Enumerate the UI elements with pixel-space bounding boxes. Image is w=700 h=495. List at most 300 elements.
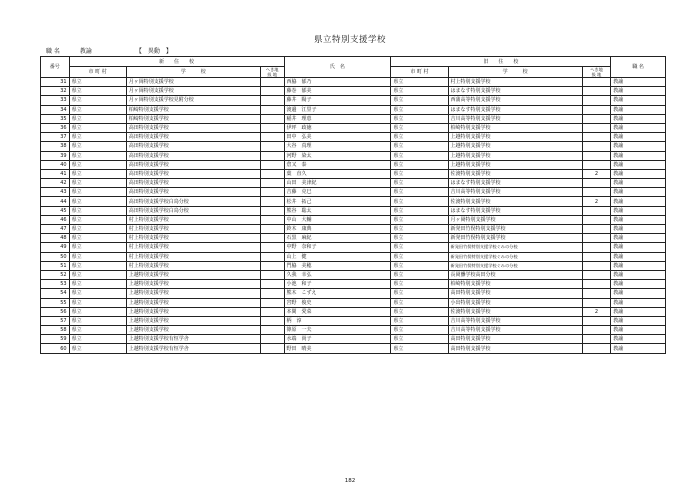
- new-remote: [260, 335, 284, 344]
- old-city: 県立: [391, 289, 448, 298]
- old-school: 上越特別支援学校: [448, 133, 582, 142]
- job-value: 教諭: [79, 48, 92, 55]
- teacher-name: 倉又 泰: [284, 160, 391, 169]
- old-school: 佐渡特別支援学校: [448, 307, 582, 316]
- new-remote: [260, 344, 284, 353]
- header-city: 市 町 村: [69, 67, 126, 78]
- new-city: 県立: [69, 335, 126, 344]
- teacher-name: 稲井 理恵: [284, 114, 391, 123]
- transfer-table: [40, 56, 666, 354]
- old-city: 県立: [391, 335, 448, 344]
- old-city: 県立: [391, 197, 448, 206]
- table-row: [41, 142, 666, 151]
- header-job: 職 名: [611, 57, 666, 78]
- row-number: 50: [41, 252, 70, 261]
- job-title: 教諭: [611, 261, 666, 270]
- new-city: 県立: [69, 215, 126, 224]
- old-city: 県立: [391, 280, 448, 289]
- new-remote: [260, 261, 284, 270]
- new-school: 上越特別支援学校: [126, 298, 260, 307]
- job-title: 教諭: [611, 197, 666, 206]
- new-remote: [260, 151, 284, 160]
- row-number: 47: [41, 225, 70, 234]
- old-school: 高田特別支援学校: [448, 335, 582, 344]
- old-city: 県立: [391, 326, 448, 335]
- old-remote: [582, 316, 611, 325]
- new-remote: [260, 114, 284, 123]
- job-title: 教諭: [611, 243, 666, 252]
- page-number: 182: [344, 478, 356, 484]
- new-school: 月ヶ岡特別支援学校: [126, 78, 260, 87]
- row-number: 42: [41, 179, 70, 188]
- new-school: 高田特別支援学校: [126, 133, 260, 142]
- row-number: 52: [41, 270, 70, 279]
- old-remote: [582, 105, 611, 114]
- old-school: はまなす特別支援学校: [448, 105, 582, 114]
- new-remote: [260, 298, 284, 307]
- old-school: 長岡聾学校高田分校: [448, 270, 582, 279]
- old-school: 吉川高等特別支援学校: [448, 188, 582, 197]
- old-city: 県立: [391, 179, 448, 188]
- new-remote: [260, 96, 284, 105]
- old-city: 県立: [391, 142, 448, 151]
- teacher-name: 西脇 郁乃: [284, 78, 391, 87]
- old-remote: [582, 298, 611, 307]
- old-city: 県立: [391, 316, 448, 325]
- teacher-name: 野田 晴美: [284, 344, 391, 353]
- old-school: 上越特別支援学校: [448, 151, 582, 160]
- table-row: [41, 335, 666, 344]
- table-row: [41, 114, 666, 123]
- new-remote: [260, 160, 284, 169]
- old-city: 県立: [391, 206, 448, 215]
- job-title: 教諭: [611, 142, 666, 151]
- old-school: 柏崎特別支援学校: [448, 123, 582, 132]
- row-number: 39: [41, 151, 70, 160]
- old-remote: [582, 252, 611, 261]
- new-school: 村上特別支援学校: [126, 234, 260, 243]
- old-school: 新発田竹俣特別支援学校: [448, 225, 582, 234]
- old-school: 上越特別支援学校: [448, 160, 582, 169]
- job-title: 教諭: [611, 105, 666, 114]
- table-row: [41, 280, 666, 289]
- job-title: 教諭: [611, 114, 666, 123]
- old-remote: [582, 335, 611, 344]
- header-remote: へき地 級 地: [260, 67, 284, 78]
- row-number: 48: [41, 234, 70, 243]
- teacher-name: 久我 幸弘: [284, 270, 391, 279]
- new-school: 高田特別支援学校白鳥分校: [126, 197, 260, 206]
- old-city: 県立: [391, 261, 448, 270]
- meta-line: [46, 46, 172, 55]
- job-title: 教諭: [611, 78, 666, 87]
- old-school: 吉川高等特別支援学校: [448, 326, 582, 335]
- job-title: 教諭: [611, 344, 666, 353]
- job-title: 教諭: [611, 225, 666, 234]
- teacher-name: 吉藤 克巳: [284, 188, 391, 197]
- table-row: [41, 78, 666, 87]
- header-new-address: 新 住 校: [69, 57, 284, 67]
- old-school: 高田特別支援学校: [448, 289, 582, 298]
- old-city: 県立: [391, 160, 448, 169]
- row-number: 55: [41, 298, 70, 307]
- old-remote: [582, 96, 611, 105]
- old-city: 県立: [391, 234, 448, 243]
- old-city: 県立: [391, 188, 448, 197]
- old-school: 村上特別支援学校: [448, 78, 582, 87]
- old-city: 県立: [391, 151, 448, 160]
- old-city: 県立: [391, 96, 448, 105]
- header-school: 学 校: [126, 67, 260, 78]
- old-remote: [582, 243, 611, 252]
- new-city: 県立: [69, 96, 126, 105]
- job-title: 教諭: [611, 179, 666, 188]
- header-name: 氏 名: [284, 57, 391, 78]
- table-row: [41, 215, 666, 224]
- old-school: はまなす特別支援学校: [448, 179, 582, 188]
- row-number: 31: [41, 78, 70, 87]
- table-row: [41, 298, 666, 307]
- new-school: 村上特別支援学校: [126, 243, 260, 252]
- new-city: 県立: [69, 280, 126, 289]
- type-value: 【 異動 】: [135, 48, 172, 55]
- new-school: 上越特別支援学校有恒学舎: [126, 344, 260, 353]
- new-remote: [260, 169, 284, 178]
- old-remote: [582, 151, 611, 160]
- old-school: 吉川高等特別支援学校: [448, 114, 582, 123]
- old-remote: [582, 280, 611, 289]
- header-old-address: 旧 住 校: [391, 57, 611, 67]
- teacher-name: 松井 拓己: [284, 197, 391, 206]
- new-school: 上越特別支援学校: [126, 316, 260, 325]
- teacher-name: 中野 奈和子: [284, 243, 391, 252]
- old-remote: [582, 87, 611, 96]
- header-old-school: 学 校: [448, 67, 582, 78]
- old-city: 県立: [391, 133, 448, 142]
- old-city: 県立: [391, 298, 448, 307]
- new-city: 県立: [69, 307, 126, 316]
- job-title: 教諭: [611, 215, 666, 224]
- old-school: 月ヶ岡特別支援学校: [448, 215, 582, 224]
- new-city: 県立: [69, 197, 126, 206]
- teacher-name: 篠原 一夫: [284, 326, 391, 335]
- new-remote: [260, 307, 284, 316]
- new-school: 柏崎特別支援学校: [126, 105, 260, 114]
- new-city: 県立: [69, 261, 126, 270]
- teacher-name: 藤井 陽子: [284, 96, 391, 105]
- table-row: [41, 197, 666, 206]
- new-school: 村上特別支援学校: [126, 225, 260, 234]
- old-remote: [582, 114, 611, 123]
- old-remote: [582, 326, 611, 335]
- row-number: 41: [41, 169, 70, 178]
- row-number: 38: [41, 142, 70, 151]
- new-remote: [260, 252, 284, 261]
- job-title: 教諭: [611, 335, 666, 344]
- new-remote: [260, 123, 284, 132]
- new-school: 村上特別支援学校: [126, 215, 260, 224]
- new-city: 県立: [69, 344, 126, 353]
- table-row: [41, 344, 666, 353]
- teacher-name: 山上 健: [284, 252, 391, 261]
- teacher-name: 水端 尚子: [284, 335, 391, 344]
- old-city: 県立: [391, 307, 448, 316]
- job-title: 教諭: [611, 151, 666, 160]
- old-remote: [582, 179, 611, 188]
- new-remote: [260, 225, 284, 234]
- row-number: 59: [41, 335, 70, 344]
- old-remote: [582, 234, 611, 243]
- row-number: 53: [41, 280, 70, 289]
- old-school: はまなす特別支援学校: [448, 87, 582, 96]
- job-title: 教諭: [611, 270, 666, 279]
- old-remote: [582, 206, 611, 215]
- new-school: 高田特別支援学校: [126, 160, 260, 169]
- new-city: 県立: [69, 160, 126, 169]
- new-remote: [260, 142, 284, 151]
- table-row: [41, 188, 666, 197]
- new-remote: [260, 280, 284, 289]
- old-remote: [582, 188, 611, 197]
- old-school: 新発田竹俣特別支援学校ぐみの分校: [448, 261, 582, 270]
- old-school: 小出特別支援学校: [448, 298, 582, 307]
- new-city: 県立: [69, 270, 126, 279]
- old-remote: [582, 289, 611, 298]
- old-remote: [582, 215, 611, 224]
- old-school: はまなす特別支援学校: [448, 206, 582, 215]
- new-remote: [260, 326, 284, 335]
- teacher-name: 熊木 こずえ: [284, 289, 391, 298]
- old-remote: [582, 261, 611, 270]
- new-school: 村上特別支援学校: [126, 261, 260, 270]
- teacher-name: 河野 染太: [284, 151, 391, 160]
- new-city: 県立: [69, 225, 126, 234]
- job-title: 教諭: [611, 280, 666, 289]
- row-number: 35: [41, 114, 70, 123]
- teacher-name: 熊谷 聡太: [284, 206, 391, 215]
- old-city: 県立: [391, 225, 448, 234]
- new-city: 県立: [69, 169, 126, 178]
- new-school: 上越特別支援学校: [126, 326, 260, 335]
- row-number: 36: [41, 123, 70, 132]
- job-title: 教諭: [611, 316, 666, 325]
- job-title: 教諭: [611, 252, 666, 261]
- table-row: [41, 96, 666, 105]
- old-school: 吉川高等特別支援学校: [448, 316, 582, 325]
- table-row: [41, 105, 666, 114]
- new-remote: [260, 197, 284, 206]
- new-city: 県立: [69, 206, 126, 215]
- row-number: 44: [41, 197, 70, 206]
- new-remote: [260, 234, 284, 243]
- old-city: 県立: [391, 87, 448, 96]
- old-remote: 2: [582, 307, 611, 316]
- new-school: 上越特別支援学校: [126, 289, 260, 298]
- old-city: 県立: [391, 169, 448, 178]
- new-school: 高田特別支援学校: [126, 169, 260, 178]
- new-school: 高田特別支援学校: [126, 188, 260, 197]
- row-number: 43: [41, 188, 70, 197]
- new-school: 月ヶ岡特別支援学校見附分校: [126, 96, 260, 105]
- new-remote: [260, 316, 284, 325]
- table-row: [41, 169, 666, 178]
- job-title: 教諭: [611, 307, 666, 316]
- table-row: [41, 307, 666, 316]
- row-number: 54: [41, 289, 70, 298]
- old-remote: 2: [582, 197, 611, 206]
- old-school: 西蒲高等特別支援学校: [448, 96, 582, 105]
- row-number: 33: [41, 96, 70, 105]
- job-title: 教諭: [611, 234, 666, 243]
- table-row: [41, 179, 666, 188]
- new-school: 月ヶ岡特別支援学校: [126, 87, 260, 96]
- new-school: 村上特別支援学校: [126, 252, 260, 261]
- teacher-name: 宮野 俊史: [284, 298, 391, 307]
- header-old-city: 市 町 村: [391, 67, 448, 78]
- job-title: 教諭: [611, 326, 666, 335]
- old-city: 県立: [391, 252, 448, 261]
- page-title: 県立特別支援学校: [313, 35, 386, 45]
- old-remote: [582, 160, 611, 169]
- new-city: 県立: [69, 142, 126, 151]
- old-remote: [582, 225, 611, 234]
- table-row: [41, 252, 666, 261]
- new-city: 県立: [69, 188, 126, 197]
- new-remote: [260, 243, 284, 252]
- old-school: 新発田竹俣特別支援学校: [448, 234, 582, 243]
- table-row: [41, 243, 666, 252]
- new-city: 県立: [69, 179, 126, 188]
- new-school: 高田特別支援学校: [126, 123, 260, 132]
- old-school: 佐渡特別支援学校: [448, 197, 582, 206]
- new-city: 県立: [69, 87, 126, 96]
- old-remote: [582, 270, 611, 279]
- table-row: [41, 225, 666, 234]
- table-row: [41, 234, 666, 243]
- row-number: 37: [41, 133, 70, 142]
- teacher-name: 本間 愛菜: [284, 307, 391, 316]
- old-city: 県立: [391, 344, 448, 353]
- old-remote: [582, 344, 611, 353]
- old-school: 高田特別支援学校: [448, 344, 582, 353]
- table-row: [41, 261, 666, 270]
- job-title: 教諭: [611, 133, 666, 142]
- old-remote: 2: [582, 169, 611, 178]
- row-number: 49: [41, 243, 70, 252]
- new-remote: [260, 179, 284, 188]
- new-school: 高田特別支援学校: [126, 142, 260, 151]
- row-number: 45: [41, 206, 70, 215]
- row-number: 46: [41, 215, 70, 224]
- table-row: [41, 206, 666, 215]
- new-city: 県立: [69, 289, 126, 298]
- row-number: 51: [41, 261, 70, 270]
- row-number: 57: [41, 316, 70, 325]
- new-city: 県立: [69, 78, 126, 87]
- old-city: 県立: [391, 78, 448, 87]
- table-row: [41, 160, 666, 169]
- old-school: 新発田竹俣特別支援学校ぐみの分校: [448, 243, 582, 252]
- teacher-name: 伊坪 政徳: [284, 123, 391, 132]
- job-title: 教諭: [611, 188, 666, 197]
- row-number: 56: [41, 307, 70, 316]
- old-school: 佐渡特別支援学校: [448, 169, 582, 178]
- job-title: 教諭: [611, 169, 666, 178]
- table-row: [41, 289, 666, 298]
- new-remote: [260, 188, 284, 197]
- table-row: [41, 326, 666, 335]
- new-city: 県立: [69, 252, 126, 261]
- new-school: 上越特別支援学校: [126, 270, 260, 279]
- new-city: 県立: [69, 133, 126, 142]
- new-school: 上越特別支援学校: [126, 280, 260, 289]
- new-city: 県立: [69, 298, 126, 307]
- old-remote: [582, 133, 611, 142]
- new-school: 高田特別支援学校: [126, 179, 260, 188]
- new-school: 上越特別支援学校: [126, 307, 260, 316]
- row-number: 58: [41, 326, 70, 335]
- old-city: 県立: [391, 270, 448, 279]
- new-remote: [260, 206, 284, 215]
- old-city: 県立: [391, 243, 448, 252]
- row-number: 40: [41, 160, 70, 169]
- old-school: 上越特別支援学校: [448, 142, 582, 151]
- new-city: 県立: [69, 105, 126, 114]
- teacher-name: 門脇 美穂: [284, 261, 391, 270]
- new-school: 柏崎特別支援学校: [126, 114, 260, 123]
- table-row: [41, 270, 666, 279]
- teacher-name: 石黒 麻紀: [284, 234, 391, 243]
- new-city: 県立: [69, 114, 126, 123]
- old-remote: [582, 123, 611, 132]
- teacher-name: 渡邊 江里子: [284, 105, 391, 114]
- teacher-name: 葉 直久: [284, 169, 391, 178]
- row-number: 60: [41, 344, 70, 353]
- job-title: 教諭: [611, 289, 666, 298]
- header-number: 番号: [41, 57, 70, 78]
- new-city: 県立: [69, 326, 126, 335]
- old-remote: [582, 78, 611, 87]
- new-remote: [260, 105, 284, 114]
- table-row: [41, 133, 666, 142]
- job-label: 職 名: [46, 48, 60, 55]
- job-title: 教諭: [611, 298, 666, 307]
- new-city: 県立: [69, 316, 126, 325]
- row-number: 32: [41, 87, 70, 96]
- teacher-name: 大谷 真理: [284, 142, 391, 151]
- table-row: [41, 123, 666, 132]
- new-school: 上越特別支援学校有恒学舎: [126, 335, 260, 344]
- old-school: 新発田竹俣特別支援学校ぐみの分校: [448, 252, 582, 261]
- new-city: 県立: [69, 123, 126, 132]
- new-remote: [260, 289, 284, 298]
- new-city: 県立: [69, 234, 126, 243]
- job-title: 教諭: [611, 160, 666, 169]
- new-school: 高田特別支援学校: [126, 151, 260, 160]
- row-number: 34: [41, 105, 70, 114]
- teacher-name: 山田 美津紀: [284, 179, 391, 188]
- teacher-name: 中山 大輔: [284, 215, 391, 224]
- old-city: 県立: [391, 123, 448, 132]
- table-row: [41, 316, 666, 325]
- table-row: [41, 87, 666, 96]
- new-city: 県立: [69, 243, 126, 252]
- new-remote: [260, 133, 284, 142]
- teacher-name: 鈴木 康典: [284, 225, 391, 234]
- new-remote: [260, 87, 284, 96]
- new-remote: [260, 215, 284, 224]
- teacher-name: 小池 和子: [284, 280, 391, 289]
